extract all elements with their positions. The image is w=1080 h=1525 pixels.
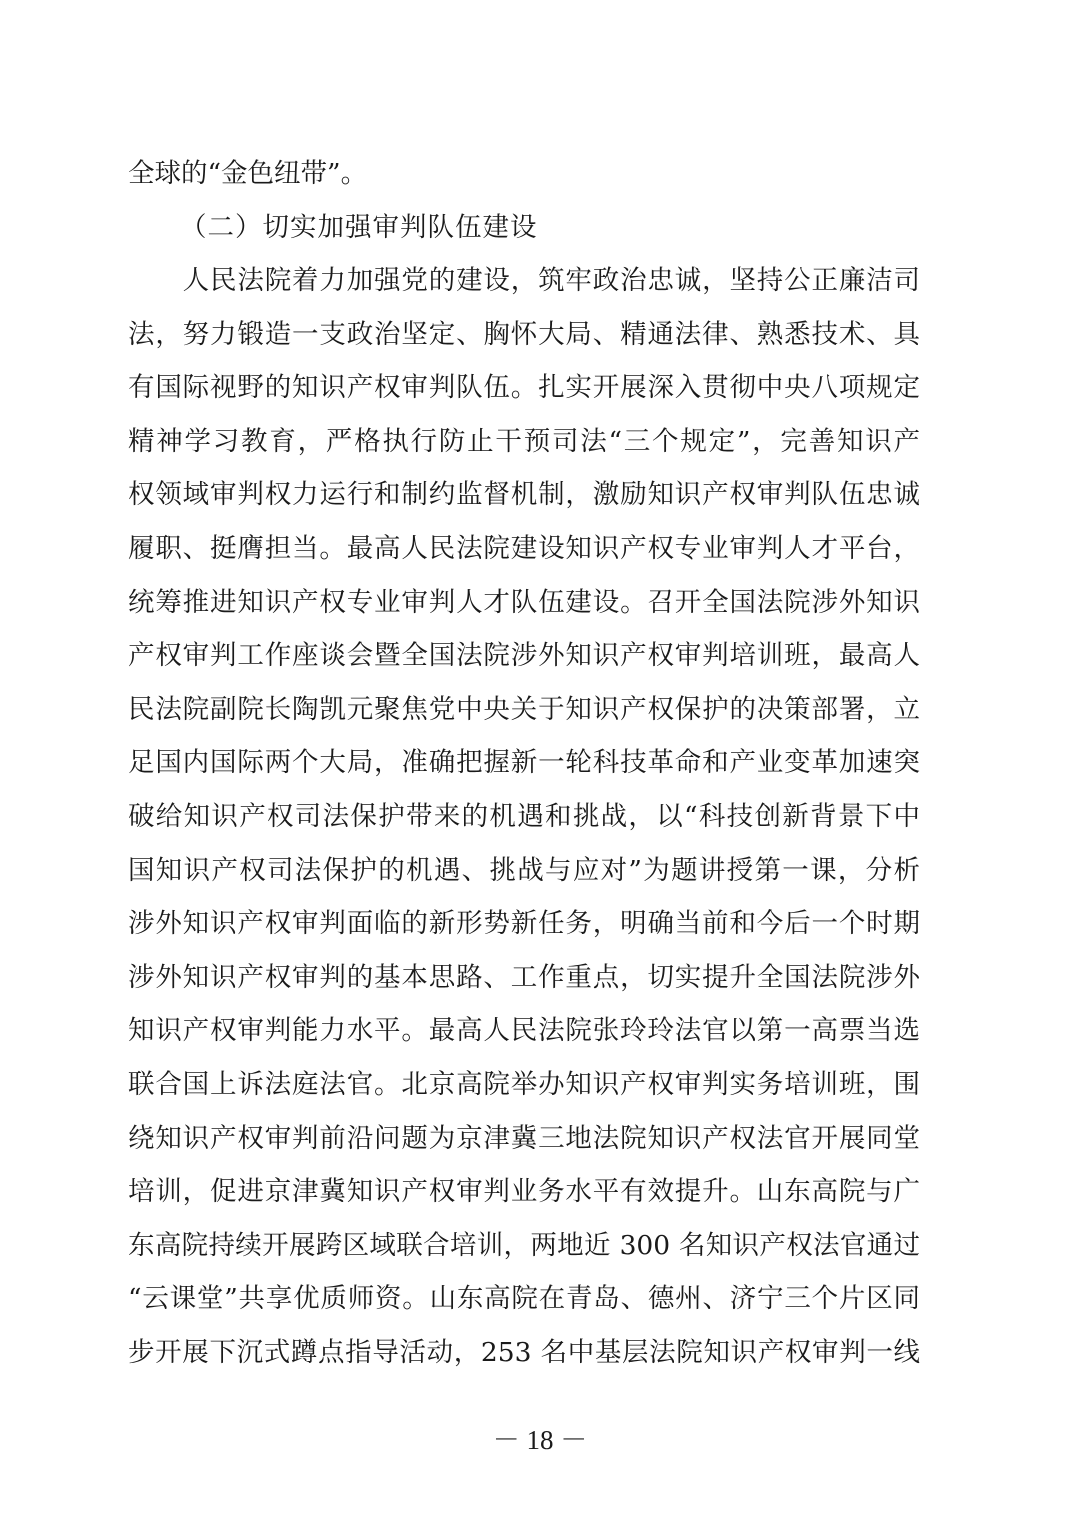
text-line: 步开展下沉式蹲点指导活动，253 名中基层法院知识产权审判一线 bbox=[128, 1337, 920, 1368]
text-line: 民法院副院长陶凯元聚焦党中央关于知识产权保护的决策部署，立 bbox=[128, 693, 920, 725]
section-heading: （二）切实加强审判队伍建设 bbox=[180, 212, 538, 243]
text-line: 法，努力锻造一支政治坚定、胸怀大局、精通法律、熟悉技术、具 bbox=[128, 318, 920, 350]
text-line: 统筹推进知识产权专业审判人才队伍建设。召开全国法院涉外知识 bbox=[128, 586, 920, 618]
text-line: 培训，促进京津冀知识产权审判业务水平有效提升。山东高院与广 bbox=[128, 1176, 920, 1208]
text-line: 联合国上诉法庭法官。北京高院举办知识产权审判实务培训班，围 bbox=[128, 1069, 920, 1100]
text-line: 全球的“金色纽带”。 bbox=[128, 158, 368, 189]
text-line: 东高院持续开展跨区域联合培训，两地近 300 名知识产权法官通过 bbox=[128, 1229, 920, 1261]
text-line: 国知识产权司法保护的机遇、挑战与应对”为题讲授第一课，分析 bbox=[128, 854, 920, 886]
text-line: 有国际视野的知识产权审判队伍。扎实开展深入贯彻中央八项规定 bbox=[128, 372, 920, 404]
page-number: － 18 － bbox=[492, 1425, 588, 1455]
text-line: 足国内国际两个大局，准确把握新一轮科技革命和产业变革加速突 bbox=[128, 747, 920, 779]
text-line: 绕知识产权审判前沿问题为京津冀三地法院知识产权法官开展同堂 bbox=[128, 1122, 920, 1154]
text-line: 精神学习教育，严格执行防止干预司法“三个规定”，完善知识产 bbox=[128, 425, 920, 457]
text-line: 涉外知识产权审判面临的新形势新任务，明确当前和今后一个时期 bbox=[128, 908, 920, 940]
text-line: 履职、挺膺担当。最高人民法院建设知识产权专业审判人才平台， bbox=[128, 533, 920, 564]
text-line: 产权审判工作座谈会暨全国法院涉外知识产权审判培训班，最高人 bbox=[128, 640, 920, 672]
text-line: 涉外知识产权审判的基本思路、工作重点，切实提升全国法院涉外 bbox=[128, 961, 920, 993]
text-line: “云课堂”共享优质师资。山东高院在青岛、德州、济宁三个片区同 bbox=[128, 1283, 920, 1315]
text-line: 破给知识产权司法保护带来的机遇和挑战，以“科技创新背景下中 bbox=[128, 801, 920, 832]
text-line: 权领域审判权力运行和制约监督机制，激励知识产权审判队伍忠诚 bbox=[128, 479, 920, 511]
text-line: 知识产权审判能力水平。最高人民法院张玲玲法官以第一高票当选 bbox=[128, 1015, 920, 1047]
text-line: 人民法院着力加强党的建设，筑牢政治忠诚，坚持公正廉洁司 bbox=[128, 265, 920, 296]
